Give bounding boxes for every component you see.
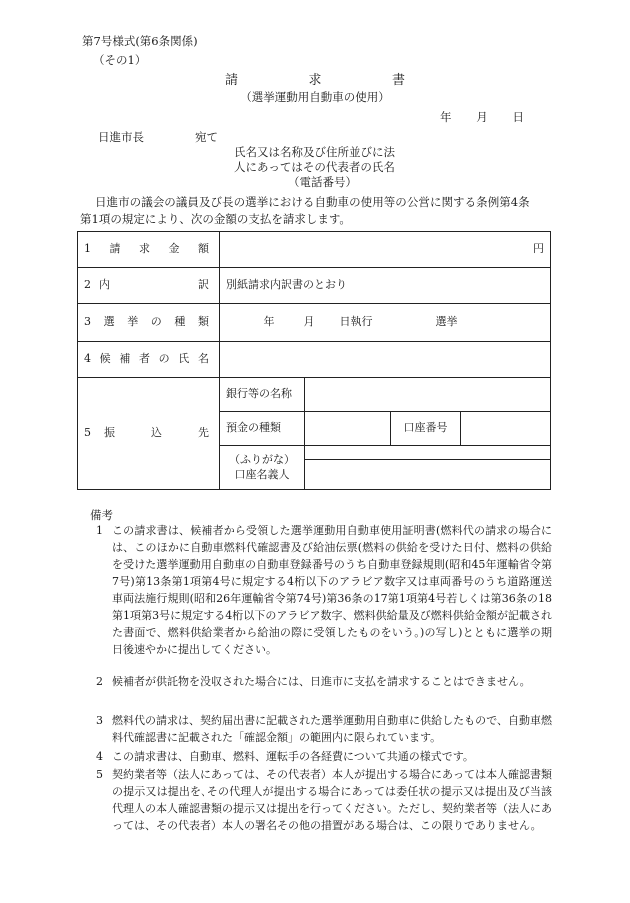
table-row <box>78 378 551 412</box>
title-char: 求 <box>308 73 322 88</box>
document-title <box>225 72 405 90</box>
furigana-label: （ふりがな） <box>229 452 295 466</box>
deposit-type-label: 預金の種類 <box>220 412 305 446</box>
account-holder-text: 口座名義人 <box>234 467 290 481</box>
note-number: 1 <box>96 524 103 537</box>
note-text: この請求書は、自動車、燃料、運転手の各経費について共通の様式です。 <box>112 750 474 763</box>
account-holder-label <box>220 446 305 490</box>
applicant-label-line1: 氏名又は名称及び住所並びに法 <box>234 145 395 159</box>
note-number: 2 <box>96 675 103 688</box>
note-text: 契約業者等（法人にあっては、その代表者）本人が提出する場合にあっては本人確認書類の提示又は提出を､その代理人が提出する場合にあっては委任状の提示又は提出及び当該代理人の本人確認書類の提示又は提出を行ってください。ただし、契約業者等（法人にあっては、その代表者）本人の署名その他の措置がある場合は、この限りでありません。 <box>112 768 552 832</box>
applicant-label-line2: 人にあってはその代表者の氏名 <box>234 160 395 174</box>
note-number: 4 <box>96 750 103 763</box>
deposit-type-field[interactable] <box>305 412 391 446</box>
table-row <box>78 342 551 378</box>
form-subnumber: （その1） <box>93 53 147 67</box>
phone-label: （電話番号） <box>288 175 357 189</box>
account-holder-field[interactable] <box>305 460 551 490</box>
election-month: 月 <box>303 315 315 329</box>
notes-title: 備考 <box>90 508 113 522</box>
election-type-field[interactable] <box>220 304 551 342</box>
note-item <box>96 673 552 690</box>
breakdown-value: 別紙請求内訳書のとおり <box>226 278 347 292</box>
body-text-line2: 第1項の規定により、次の金額の支払を請求します。 <box>80 212 351 226</box>
row-label-amount: 1 請 求 金 額 <box>78 232 220 268</box>
election-suffix: 選挙 <box>435 315 458 329</box>
note-number: 5 <box>96 768 103 781</box>
document-subtitle: （選挙運動用自動車の使用） <box>240 90 390 104</box>
table-row <box>78 268 551 304</box>
note-text: 燃料代の請求は、契約届出書に記載された選挙運動用自動車に供給したもので、自動車燃料代確認書に記載された「確認金額」の範囲内に限られています。 <box>112 714 552 744</box>
form-number: 第7号様式(第6条関係) <box>82 34 198 48</box>
row-label-candidate: 4 候 補 者 の 氏 名 <box>78 342 220 378</box>
election-year: 年 <box>263 315 275 329</box>
table-row <box>78 232 551 268</box>
date-year: 年 <box>440 110 452 124</box>
note-item <box>96 748 552 765</box>
election-day: 日執行 <box>339 315 373 329</box>
candidate-name-field[interactable] <box>220 342 551 378</box>
table-row <box>78 304 551 342</box>
amount-field[interactable] <box>220 232 551 268</box>
request-table <box>77 231 551 490</box>
account-number-field[interactable] <box>461 412 551 446</box>
note-number: 3 <box>96 714 103 727</box>
account-number-label: 口座番号 <box>391 412 461 446</box>
date-month: 月 <box>476 110 488 124</box>
body-text-line1: 日進市の議会の議員及び長の選挙における自動車の使用等の公営に関する条例第4条 <box>95 195 530 209</box>
note-text: この請求書は、候補者から受領した選挙運動用自動車使用証明書(燃料代の請求の場合には、このほかに自動車燃料代確認書及び給油伝票(燃料の供給を受けた日付、燃料の供給を受けた選挙運動用自動車の自動車登録番号のうち自動車登録規則(昭和45年運輸省令第7号)第13条第1項第4号に規定する4桁以下のアラビア数字又は車両番号のうち道路運送車両法施行規則(昭和26年運輸省令第74号)第36条の17第1項第4号若しくは第36条の18第1項第3号に規定する4桁以下のアラビア数字、燃料供給量及び燃料供給金額が記載された書面で、燃料供給業者から給油の際に受領したものをいう。)の写し)とともに選挙の期日後速やかに提出してください。 <box>112 524 552 656</box>
breakdown-field <box>220 268 551 304</box>
note-item <box>96 766 552 834</box>
bank-name-field[interactable] <box>305 378 551 412</box>
row-label-transfer: 5 振 込 先 <box>78 378 220 490</box>
addressee-suffix: 宛て <box>195 130 218 144</box>
row-label-breakdown: 2 内 訳 <box>78 268 220 304</box>
title-char: 請 <box>225 73 239 88</box>
row-label-election-type: 3 選 挙 の 種 類 <box>78 304 220 342</box>
date-line <box>440 110 524 126</box>
furigana-field[interactable] <box>305 446 551 460</box>
bank-name-label: 銀行等の名称 <box>220 378 305 412</box>
date-day: 日 <box>512 110 524 124</box>
yen-unit: 円 <box>533 242 544 256</box>
addressee: 日進市長 <box>98 130 144 144</box>
note-item <box>96 522 552 658</box>
note-text: 候補者が供託物を没収された場合には、日進市に支払を請求することはできません。 <box>112 675 531 688</box>
note-item <box>96 712 552 746</box>
title-char: 書 <box>391 73 405 88</box>
